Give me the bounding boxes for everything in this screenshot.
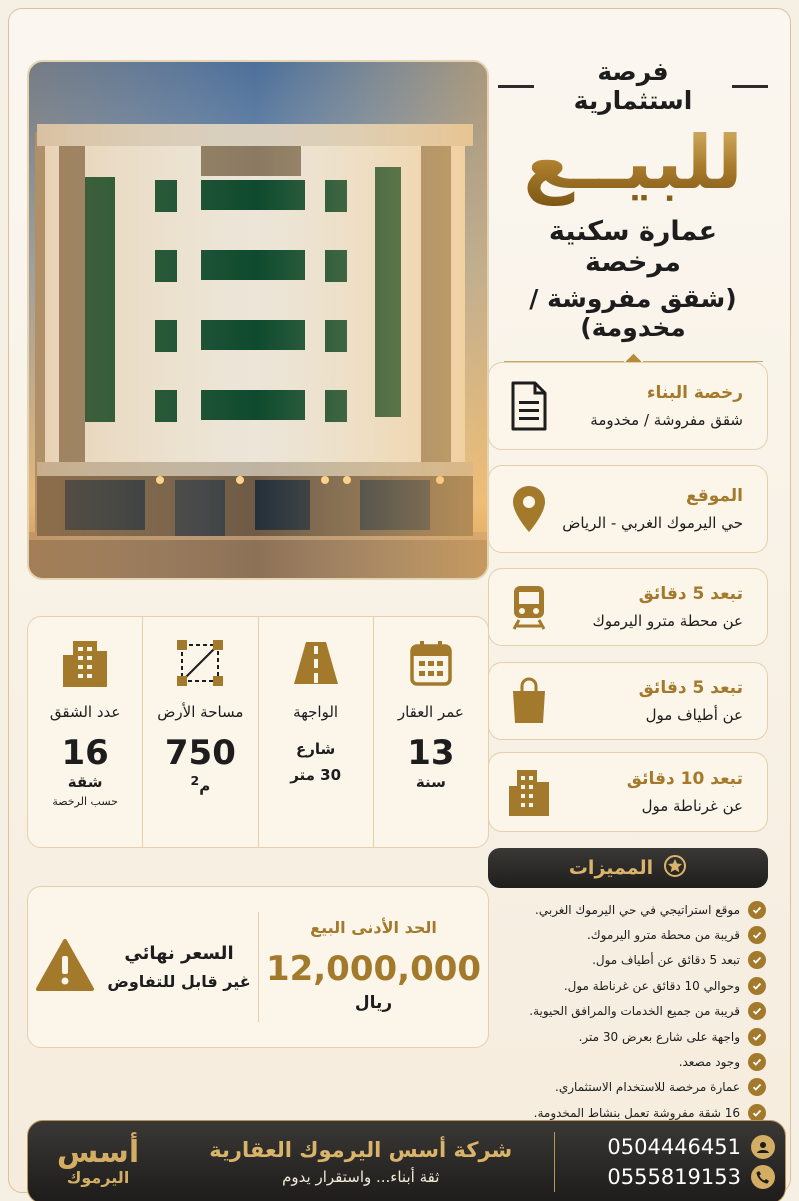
check-icon <box>748 951 766 969</box>
feature-item <box>484 922 766 947</box>
stat-facade-line2: 30 متر <box>290 765 342 784</box>
phone-numbers <box>555 1132 785 1192</box>
feature-text: 16 شقة مفروشة تعمل بنشاط المخدومة. <box>533 1105 740 1120</box>
phone-icon <box>751 1165 775 1189</box>
phone-row-2 <box>555 1162 775 1192</box>
features-header <box>488 848 768 888</box>
logo-line-1: أسس <box>56 1134 140 1170</box>
stat-note: حسب الرخصة <box>52 795 118 808</box>
train-icon <box>507 582 551 632</box>
road-icon <box>259 637 373 689</box>
stat-unit-superscript: 2 <box>190 773 200 788</box>
company-logo <box>28 1120 168 1201</box>
check-icon <box>748 1002 766 1020</box>
subtitle: فرصة استثمارية <box>573 57 693 115</box>
stat-facade-line1: شارع <box>295 740 336 758</box>
feature-text: قريبة من جميع الخدمات والمرافق الحيوية. <box>529 1004 740 1019</box>
feature-item <box>484 1075 766 1100</box>
features-list <box>484 897 766 1126</box>
feature-item <box>484 999 766 1024</box>
stat-label: مساحة الأرض <box>157 703 244 721</box>
feature-text: وجود مصعد. <box>678 1055 740 1070</box>
info-card-title: تبعد 5 دقائق <box>638 678 743 698</box>
info-card-text: عن محطة مترو اليرموك <box>592 612 743 630</box>
stat-label: الواجهة <box>293 703 339 721</box>
feature-item <box>484 1024 766 1049</box>
stat-unit: سنة <box>415 773 446 791</box>
phone-row-1 <box>555 1132 775 1162</box>
subtitle-line-left <box>498 85 534 88</box>
shopping-bag-icon <box>507 676 551 726</box>
check-icon <box>748 977 766 995</box>
stat-value: 13 <box>407 733 455 773</box>
poster <box>8 8 791 1193</box>
stat-facade <box>258 617 373 847</box>
warning-icon <box>35 938 95 996</box>
info-card-license <box>488 362 768 450</box>
area-icon <box>143 637 257 689</box>
price-non-negotiable-note: غير قابل للتفاوض <box>107 972 251 991</box>
price-label: الحد الأدنى البيع <box>310 918 437 937</box>
company-info <box>168 1138 554 1186</box>
stat-units <box>28 617 142 847</box>
feature-text: عمارة مرخصة للاستخدام الاستثماري. <box>555 1080 740 1095</box>
check-icon <box>748 926 766 944</box>
stat-label: عمر العقار <box>397 703 464 721</box>
location-pin-icon <box>507 484 551 534</box>
phone-number-2[interactable]: 0555819153 <box>607 1165 741 1189</box>
stat-label: عدد الشقق <box>49 703 121 721</box>
header <box>498 57 768 367</box>
building-subtype: (شقق مفروشة / مخدومة) <box>529 284 737 343</box>
stat-unit: شقة <box>67 773 103 791</box>
calendar-icon <box>374 637 488 689</box>
info-card-atyaf-mall <box>488 662 768 740</box>
document-icon <box>507 381 551 431</box>
check-icon <box>748 1028 766 1046</box>
building-illustration <box>27 62 487 580</box>
stat-age <box>373 617 488 847</box>
stat-land-area <box>142 617 257 847</box>
features-title: المميزات <box>568 857 654 879</box>
property-stats <box>27 616 489 848</box>
feature-item <box>484 948 766 973</box>
stat-unit: م <box>199 777 211 795</box>
price-box <box>27 886 489 1048</box>
feature-text: قريبة من محطة مترو اليرموك. <box>586 928 740 943</box>
stat-value: 16 <box>61 733 109 773</box>
info-card-text: عن أطياف مول <box>645 706 743 724</box>
feature-text: واجهة على شارع بعرض 30 متر. <box>578 1029 740 1044</box>
building-type: عمارة سكنية مرخصة <box>548 216 718 279</box>
phone-number-1[interactable]: 0504446451 <box>607 1135 741 1159</box>
info-card-title: تبعد 10 دقائق <box>626 769 743 789</box>
info-card-text: شقق مفروشة / مخدومة <box>590 411 743 429</box>
company-name: شركة أسس اليرموك العقارية <box>209 1138 513 1162</box>
check-icon <box>748 1053 766 1071</box>
price-value: 12,000,000 <box>265 949 482 989</box>
star-badge-icon <box>663 854 687 882</box>
info-card-granada-mall <box>488 752 768 832</box>
feature-text: تبعد 5 دقائق عن أطياف مول. <box>592 953 740 968</box>
feature-text: وحوالي 10 دقائق عن غرناطة مول. <box>563 978 740 993</box>
footer-divider <box>554 1132 556 1192</box>
apartments-icon <box>28 637 142 689</box>
subtitle-line-right <box>732 85 768 88</box>
check-icon <box>748 901 766 919</box>
info-card-metro <box>488 568 768 646</box>
info-card-title: رخصة البناء <box>646 383 743 403</box>
info-card-text: عن غرناطة مول <box>641 797 743 815</box>
stat-value: 750 <box>164 733 236 773</box>
feature-text: موقع استراتيجي في حي اليرموك الغربي. <box>535 902 740 917</box>
check-icon <box>748 1078 766 1096</box>
building-icon <box>507 767 551 817</box>
for-sale-title: للبيــع <box>498 121 768 206</box>
feature-item <box>484 973 766 998</box>
info-card-text: حي اليرموك الغربي - الرياض <box>562 514 743 532</box>
info-card-location <box>488 465 768 553</box>
contact-icon <box>751 1135 775 1159</box>
info-card-title: الموقع <box>685 486 743 506</box>
feature-item <box>484 1049 766 1074</box>
info-card-title: تبعد 5 دقائق <box>638 584 743 604</box>
feature-item <box>484 897 766 922</box>
footer <box>27 1120 786 1201</box>
building-photo <box>27 60 489 580</box>
price-currency: ريال <box>354 993 393 1013</box>
logo-line-2: اليرموك <box>66 1167 130 1187</box>
price-final-note: السعر نهائي <box>124 943 234 964</box>
company-tagline: ثقة أبناء... واستقرار يدوم <box>282 1168 440 1186</box>
